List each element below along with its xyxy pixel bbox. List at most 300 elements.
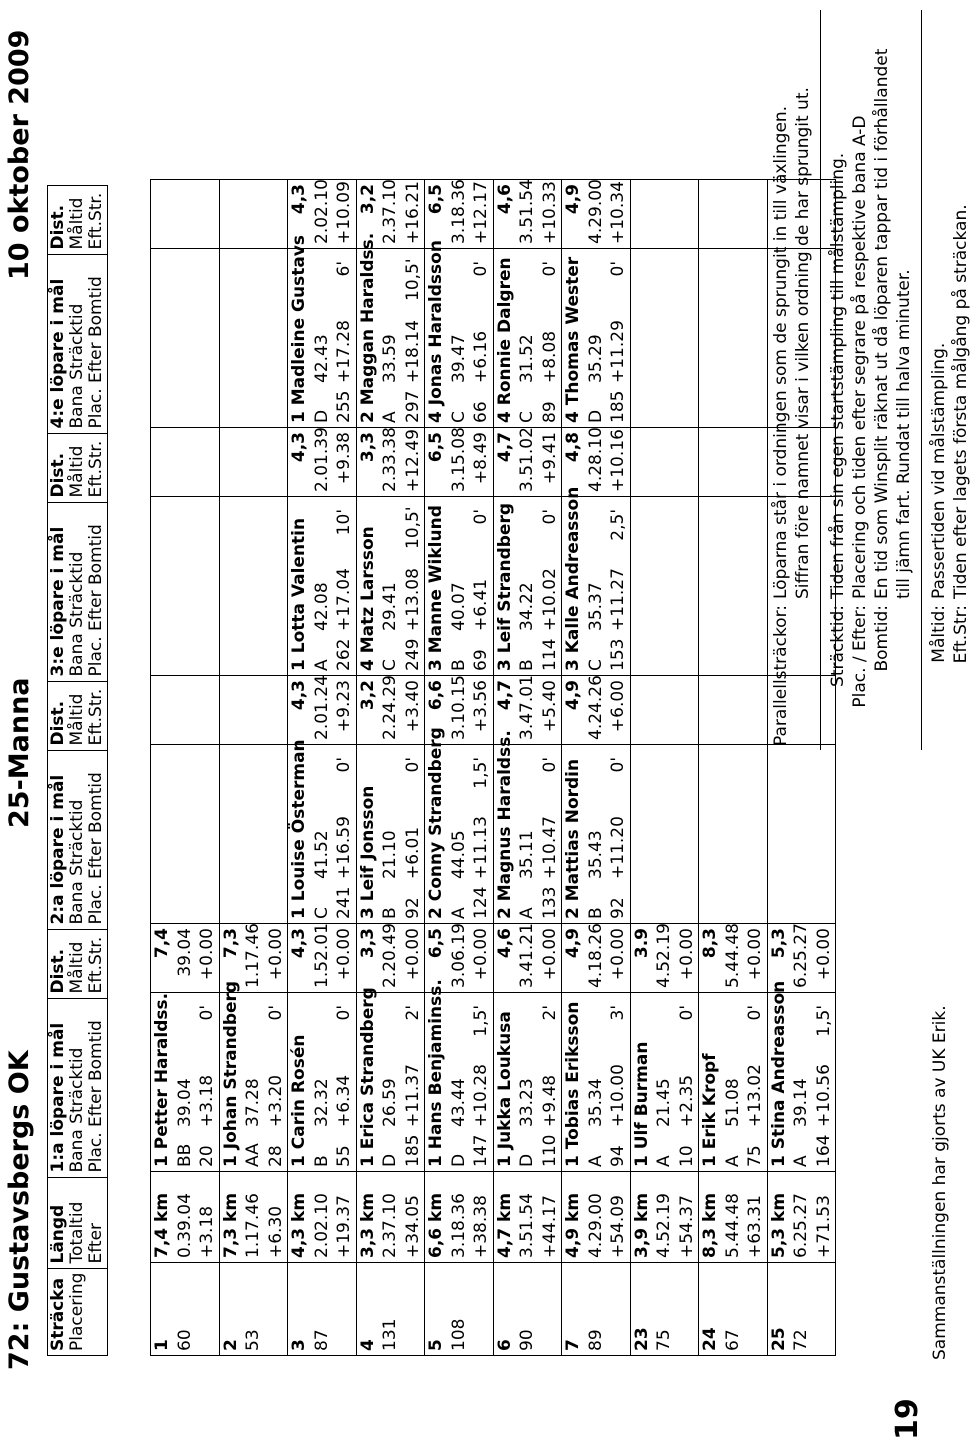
behind-leg: +0.00	[539, 928, 560, 981]
leg-behind: +11.29	[608, 320, 628, 383]
behind-leg: +0.00	[402, 928, 423, 981]
leg-length: 5,3 km	[768, 1192, 789, 1258]
runner-name: 4 Jonas Haraldsson	[426, 240, 446, 423]
behind-leg: +5.40	[539, 680, 560, 733]
runner-cell	[425, 497, 494, 676]
runner-cell	[630, 993, 699, 1172]
finish-time: 4.29.00	[585, 179, 606, 244]
header-dist3: Dist. Måltid Eft.Str.	[48, 433, 108, 502]
leg-time: 35.29	[585, 334, 606, 383]
length-cell	[356, 1172, 425, 1263]
distance-block	[357, 179, 425, 244]
runner-name: 1 Petter Haraldss.	[152, 992, 172, 1167]
runner-cell	[151, 497, 220, 676]
leg-id: 4	[357, 1339, 378, 1351]
leg-placing: 10	[676, 1145, 697, 1167]
behind-leg: +9.38	[334, 432, 354, 485]
runner-cell	[288, 497, 357, 676]
runner-block	[494, 501, 562, 671]
runner-name: 1 Jukka Loukusa	[494, 1011, 515, 1167]
runner-cell	[288, 993, 357, 1172]
runner-cell	[767, 745, 836, 924]
leg-id: 3	[289, 1339, 309, 1351]
leg-time: 21.45	[654, 1078, 674, 1127]
leg-placing: 75	[745, 1145, 765, 1167]
runner-name: 4 Thomas Wester	[563, 256, 583, 423]
course: B	[311, 1155, 332, 1167]
leg-number-cell	[288, 1263, 357, 1356]
distance: 3,2	[357, 680, 378, 711]
behind-leg: +0.00	[608, 928, 628, 981]
finish-time: 2.02.10	[311, 179, 332, 244]
team-placing: 89	[585, 1329, 606, 1351]
distance: 5,3	[768, 928, 789, 959]
runner-cell	[562, 993, 631, 1172]
leg-time: 34.22	[517, 582, 537, 631]
distance-cell	[562, 180, 631, 249]
leg-behind: +11.13	[471, 816, 491, 879]
spacer	[585, 509, 608, 549]
length-cell	[493, 1172, 562, 1263]
divider	[820, 10, 821, 750]
leg-behind: +11.20	[608, 816, 628, 879]
distance-cell	[767, 924, 836, 993]
distance: 4,9	[563, 928, 583, 959]
team-placing: 75	[654, 1329, 674, 1351]
runner-cell	[630, 497, 699, 676]
course: B	[380, 907, 400, 919]
distance-block	[288, 923, 356, 988]
note-row: Sträcktid: Tiden från sin egen startstämpling till målstämpling.	[828, 152, 848, 687]
time-behind: +63.31	[745, 1195, 765, 1258]
runner-block	[288, 501, 356, 671]
leg-time: 35.43	[585, 830, 606, 879]
distance: 4,3	[289, 928, 309, 959]
length-block	[768, 1176, 836, 1258]
missed-time: 0'	[539, 509, 560, 525]
distance: 3.9	[631, 928, 652, 959]
distance-cell	[219, 924, 288, 993]
leg-number-cell	[699, 1263, 768, 1356]
runner-cell	[493, 993, 562, 1172]
spacer	[311, 1005, 334, 1045]
distance-cell	[288, 676, 357, 745]
length-cell	[151, 1172, 220, 1263]
spacer	[311, 509, 334, 549]
course: A	[448, 907, 469, 919]
distance-cell	[699, 180, 768, 249]
length-cell	[562, 1172, 631, 1263]
runner-block	[494, 997, 562, 1167]
total-time: 3.18.36	[448, 1193, 469, 1258]
leg-length: 7,4 km	[152, 1192, 172, 1258]
runner-block	[494, 730, 562, 919]
time-behind: +54.09	[608, 1195, 628, 1258]
runner-cell	[151, 249, 220, 428]
time-behind: +19.37	[334, 1195, 354, 1258]
distance-block	[425, 179, 493, 244]
runner-cell	[219, 980, 288, 1172]
missed-time: 2,5'	[608, 509, 628, 541]
course: C	[517, 411, 537, 423]
runner-name: 1 Hans Benjaminss.	[426, 979, 446, 1167]
total-time: 4.29.00	[585, 1193, 606, 1258]
leg-number	[220, 1267, 265, 1351]
leg-number	[562, 1267, 607, 1351]
leg-time: 43.44	[448, 1078, 469, 1127]
leg-number	[425, 1267, 470, 1351]
leg-time: 32.32	[311, 1078, 332, 1127]
runner-block	[151, 992, 219, 1167]
distance: 4,7	[494, 680, 515, 711]
runner-cell	[699, 497, 768, 676]
runner-block	[562, 749, 630, 919]
course: C	[311, 907, 332, 919]
leg-id: 25	[768, 1327, 789, 1351]
spacer	[242, 1005, 265, 1045]
missed-time: 1,5'	[471, 757, 491, 789]
missed-time: 0'	[471, 509, 491, 525]
runner-block	[220, 980, 288, 1167]
leg-id: 2	[220, 1339, 241, 1351]
finish-time: 2.01.39	[311, 427, 332, 492]
distance-cell	[493, 924, 562, 993]
leg-placing: 114	[539, 638, 560, 671]
leg-length: 4,7 km	[494, 1192, 515, 1258]
runner-name: 3 Kalle Andreasson	[563, 486, 583, 671]
column-header	[47, 185, 108, 1356]
length-block	[562, 1176, 630, 1258]
total-time: 1.17.46	[243, 1193, 263, 1258]
results-table	[150, 179, 836, 1356]
distance-block	[768, 923, 836, 988]
runner-cell	[288, 234, 357, 428]
leg-placing: 94	[608, 1145, 628, 1167]
runner-block	[425, 240, 493, 423]
course: D	[311, 409, 332, 423]
runner-block	[562, 997, 630, 1167]
spacer	[379, 509, 402, 549]
distance: 4,3	[289, 432, 309, 463]
finish-time: 4.24.26	[585, 675, 606, 740]
distance-cell	[219, 180, 288, 249]
runner-block	[768, 980, 836, 1167]
leg-behind: +11.27	[608, 568, 628, 631]
date-title: 10 oktober 2009	[4, 29, 35, 280]
leg-behind: +3.20	[265, 1074, 286, 1127]
runner-cell	[288, 739, 357, 924]
table-row	[288, 180, 357, 1356]
distance-cell	[356, 428, 425, 497]
finish-time: 39.04	[174, 928, 195, 977]
distance-block	[151, 928, 219, 988]
missed-time: 0'	[471, 261, 491, 277]
runner-name: 4 Ronnie Dalgren	[494, 257, 515, 423]
missed-time: 10'	[334, 509, 354, 536]
runner-name: 1 Carin Rosén	[289, 1034, 309, 1167]
missed-time: 0'	[334, 1005, 354, 1021]
leg-behind: +9.48	[539, 1074, 560, 1127]
runner-name: 2 Mattias Nordin	[563, 758, 583, 919]
table-row	[493, 180, 562, 1356]
finish-time: 2.24.29	[380, 675, 400, 740]
leg-placing: 55	[334, 1145, 354, 1167]
missed-time: 1,5'	[813, 1005, 834, 1037]
table-row	[356, 180, 425, 1356]
runner-cell	[356, 987, 425, 1172]
total-time: 0.39.04	[174, 1193, 195, 1258]
missed-time: 6'	[334, 261, 354, 277]
course: D	[517, 1153, 537, 1167]
club-title: 72: Gustavsbergs OK	[4, 1050, 35, 1370]
finish-time: 4.52.19	[654, 923, 674, 988]
leg-time: 35.34	[585, 1078, 606, 1127]
spacer	[516, 1005, 539, 1045]
distance-cell	[493, 676, 562, 745]
distance-block	[699, 923, 767, 988]
distance-cell	[288, 924, 357, 993]
distance: 3,2	[357, 184, 378, 215]
header-leg1: 1:a löpare i mål Bana Sträcktid Plac. Efter Bomtid	[48, 998, 108, 1177]
leg-time: 29.41	[380, 582, 400, 631]
length-cell	[630, 1172, 699, 1263]
page-number: 19	[890, 1398, 925, 1440]
table-row	[151, 180, 220, 1356]
distance: 4,9	[563, 680, 583, 711]
length-cell	[425, 1172, 494, 1263]
distance-cell	[562, 428, 631, 497]
leg-number-cell	[630, 1263, 699, 1356]
time-behind: +3.18	[197, 1205, 217, 1258]
distance-block	[494, 427, 562, 492]
distance-cell	[151, 428, 220, 497]
leg-time: 40.07	[448, 582, 469, 631]
leg-behind: +6.01	[402, 826, 423, 879]
runner-name: 1 Erica Strandberg	[357, 987, 378, 1167]
distance-cell	[699, 676, 768, 745]
behind-leg: +12.49	[402, 429, 423, 492]
leg-number-cell	[219, 1263, 288, 1356]
leg-placing: 66	[471, 401, 491, 423]
note-row: till jämn fart. Rundat till halva minuter.	[894, 269, 914, 599]
leg-length: 3,9 km	[631, 1192, 652, 1258]
time-behind: +71.53	[813, 1195, 834, 1258]
total-time: 3.51.54	[517, 1193, 537, 1258]
leg-id: 24	[700, 1327, 720, 1351]
distance-cell	[425, 180, 494, 249]
leg-number	[699, 1267, 744, 1351]
note-row: Bomtid: En tid som Winsplit räknat ut då löparen tappar tid i förhållandet	[872, 48, 892, 672]
spacer	[174, 1005, 197, 1045]
distance-cell	[493, 428, 562, 497]
behind-leg: +3.56	[471, 680, 491, 733]
event-title: 25-Manna	[4, 677, 35, 828]
distance: 6,6	[426, 680, 446, 711]
spacer	[311, 261, 334, 301]
length-block	[357, 1176, 425, 1258]
leg-placing: 185	[608, 390, 628, 423]
leg-length: 4,3 km	[289, 1192, 309, 1258]
leg-number	[357, 1267, 402, 1351]
behind-leg: +16.21	[402, 181, 423, 244]
length-block	[220, 1176, 288, 1258]
runner-name: 2 Maggan Haraldss.	[357, 232, 378, 423]
distance: 7,4	[152, 928, 172, 959]
spacer	[379, 261, 402, 301]
distance-cell	[219, 676, 288, 745]
leg-time: 21.10	[380, 830, 400, 879]
leg-placing: 20	[197, 1145, 217, 1167]
runner-cell	[356, 232, 425, 428]
leg-time: 39.04	[174, 1078, 195, 1127]
leg-placing: 124	[471, 886, 491, 919]
distance-block	[357, 923, 425, 988]
header-first: Sträcka Placering	[48, 1268, 108, 1355]
length-block	[288, 1176, 356, 1258]
runner-block	[357, 232, 425, 423]
runner-name: 1 Erik Kropf	[700, 1053, 720, 1167]
team-placing: 67	[722, 1329, 743, 1351]
missed-time: 1,5'	[471, 1005, 491, 1037]
distance-cell	[425, 428, 494, 497]
distance: 6,5	[426, 928, 446, 959]
note-row: Plac. / Efter: Placering och tiden efter segrare på respektive bana A-D	[850, 115, 870, 708]
note-row: Måltid: Passertiden vid målstämpling.	[929, 342, 949, 663]
team-placing: 108	[448, 1318, 469, 1351]
behind-leg: +9.23	[334, 680, 354, 733]
leg-placing: 297	[402, 390, 423, 423]
spacer	[516, 261, 539, 301]
runner-cell	[425, 727, 494, 924]
leg-behind: +16.59	[334, 816, 354, 879]
total-time: 6.25.27	[791, 1193, 811, 1258]
behind-leg: +0.00	[745, 928, 765, 981]
course: D	[448, 1153, 469, 1167]
finish-time: 4.18.26	[585, 923, 606, 988]
note-row: Siffran före namnet visar i vilken ordning de har sprungit ut.	[793, 87, 813, 599]
spacer	[516, 509, 539, 549]
behind-leg: +0.00	[813, 928, 834, 981]
course: A	[311, 659, 332, 671]
leg-length: 3,3 km	[357, 1192, 378, 1258]
leg-id: 23	[631, 1327, 652, 1351]
missed-time: 3'	[608, 1005, 628, 1021]
runner-cell	[493, 730, 562, 924]
finish-time: 1.52.01	[311, 923, 332, 988]
distance-block	[288, 675, 356, 740]
distance-cell	[630, 428, 699, 497]
finish-time: 2.37.10	[380, 179, 400, 244]
runner-cell	[562, 745, 631, 924]
leg-time: 42.08	[311, 582, 332, 631]
spacer	[379, 1005, 402, 1045]
distance: 4,6	[494, 184, 515, 215]
total-time: 4.52.19	[654, 1193, 674, 1258]
finish-time: 3.10.15	[448, 675, 469, 740]
leg-time: 26.59	[380, 1078, 400, 1127]
time-behind: +34.05	[402, 1195, 423, 1258]
leg-time: 37.28	[243, 1078, 263, 1127]
distance-block	[357, 427, 425, 492]
leg-time: 41.52	[311, 830, 332, 879]
runner-name: 2 Conny Strandberg	[426, 727, 446, 919]
spacer	[516, 757, 539, 797]
distance-block	[220, 923, 288, 988]
distance-cell	[493, 180, 562, 249]
runner-name: 3 Manne Wiklund	[426, 505, 446, 671]
runner-block	[357, 749, 425, 919]
runner-cell	[493, 497, 562, 676]
leg-time: 33.23	[517, 1078, 537, 1127]
distance-cell	[356, 180, 425, 249]
time-behind: +44.17	[539, 1195, 560, 1258]
distance-block	[562, 923, 630, 988]
runner-name: 1 Madleine Gustavs	[289, 234, 309, 423]
distance: 4,7	[494, 432, 515, 463]
leg-behind: +6.34	[334, 1074, 354, 1127]
leg-behind: +10.47	[539, 816, 560, 879]
spacer	[585, 757, 608, 797]
distance: 4,8	[563, 432, 583, 463]
behind-leg: +0.00	[197, 928, 217, 981]
runner-name: 1 Johan Strandberg	[220, 980, 241, 1167]
runner-cell	[425, 979, 494, 1172]
distance-cell	[219, 428, 288, 497]
runner-name: 1 Ulf Burman	[631, 1041, 652, 1167]
total-time: 2.02.10	[311, 1193, 332, 1258]
distance-block	[425, 675, 493, 740]
distance-block	[288, 427, 356, 492]
footer-credit: Sammanställningen har gjorts av UK Erik.	[930, 1005, 950, 1360]
missed-time: 0'	[608, 757, 628, 773]
distance-cell	[288, 428, 357, 497]
missed-time: 0'	[608, 261, 628, 277]
runner-block	[699, 997, 767, 1167]
missed-time: 0'	[539, 261, 560, 277]
leg-placing: 241	[334, 886, 354, 919]
distance-cell	[425, 676, 494, 745]
runner-block	[631, 997, 699, 1167]
course: D	[585, 409, 606, 423]
finish-time: 4.28.10	[585, 427, 606, 492]
missed-time: 2'	[539, 1005, 560, 1021]
distance-cell	[630, 180, 699, 249]
spacer	[448, 1005, 471, 1045]
behind-leg: +0.00	[265, 928, 286, 981]
runner-block	[288, 997, 356, 1167]
leg-behind: +13.08	[402, 568, 423, 631]
course: A	[791, 1155, 811, 1167]
leg-placing: 153	[608, 638, 628, 671]
finish-time: 6.25.27	[791, 923, 811, 988]
leg-time: 31.52	[517, 334, 537, 383]
runner-name: 2 Magnus Haraldss.	[494, 730, 515, 919]
finish-time: 3.15.08	[448, 427, 469, 492]
distance-cell	[562, 676, 631, 745]
header-dist4: Dist. Måltid Eft.Str.	[48, 185, 108, 254]
distance-cell	[630, 676, 699, 745]
length-cell	[699, 1172, 768, 1263]
spacer	[585, 261, 608, 301]
runner-cell	[356, 745, 425, 924]
leg-length: 6,6 km	[426, 1192, 446, 1258]
behind-leg: +3.40	[402, 680, 423, 733]
course: D	[380, 1153, 400, 1167]
spacer	[448, 261, 471, 301]
leg-behind: +10.02	[539, 568, 560, 631]
course: AA	[243, 1143, 263, 1167]
runner-cell	[493, 249, 562, 428]
